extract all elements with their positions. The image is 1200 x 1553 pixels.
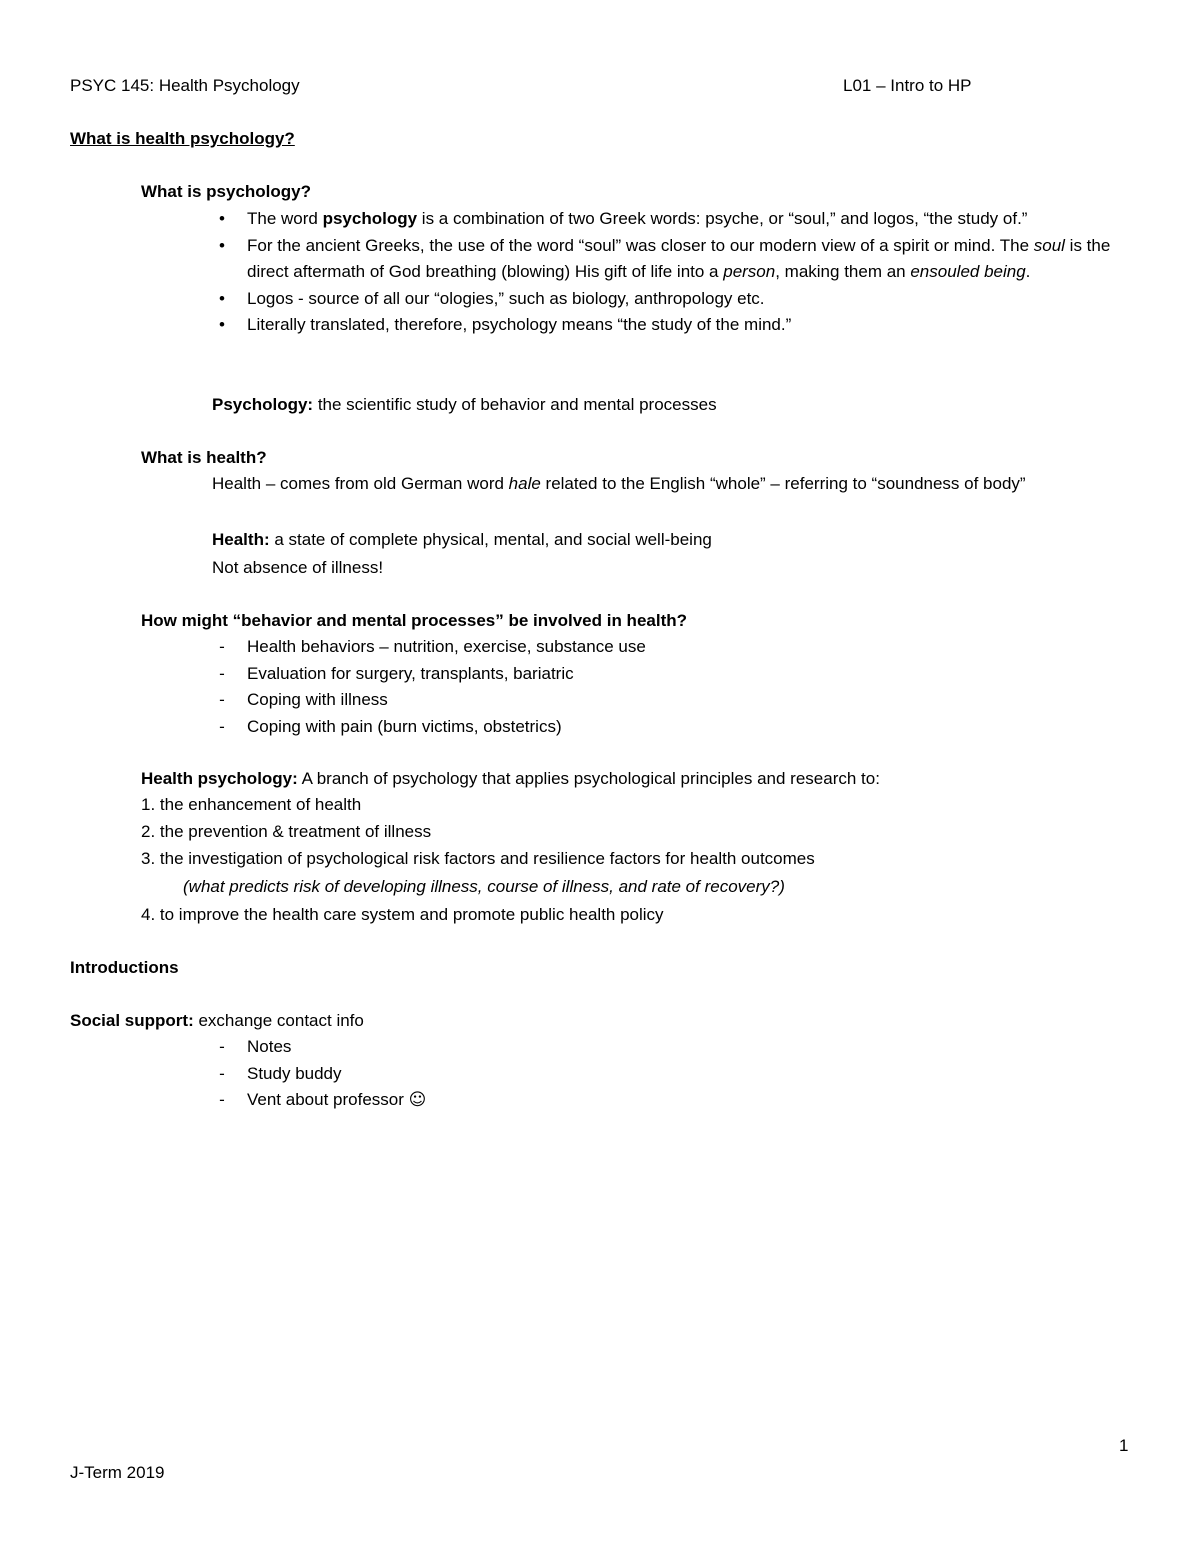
dash-marker: - [219,690,225,709]
psychology-bullet: • Logos - source of all our “ologies,” such as biology, anthropology etc. [212,286,1132,313]
social-support-line [70,1008,364,1035]
introductions-heading: Introductions [70,958,179,977]
dash-marker: - [219,1037,225,1056]
dash-marker: - [219,716,225,736]
health-etymology: Health – comes from old German word hale related to the English “whole” – referring to “soundness of body” [212,474,1026,493]
health-heading: What is health? [141,448,267,467]
header-course: PSYC 145: Health Psychology [70,76,300,95]
social-support-list [212,1034,912,1114]
social-support-text: exchange contact info [193,1011,364,1030]
psychology-bullet-list [212,206,1132,339]
dash-marker: - [219,637,225,656]
hp-item-2: 2. the prevention & treatment of illness [141,822,432,841]
psychology-bullet: • The word psychology is a combination of two Greek words: psyche, or “soul,” and logos, “the study of.” [212,206,1132,233]
page-number: 1 [1119,1436,1129,1455]
behavior-item: - Health behaviors – nutrition, exercise, substance use [212,634,1112,661]
footer-term: J-Term 2019 [70,1463,165,1482]
dash-marker: - [219,663,225,683]
social-support-term: Social support: [70,1011,194,1030]
dash-marker: - [219,1090,225,1109]
bullet-marker: • [219,209,225,228]
hp-definition-term: Health psychology: [141,769,298,788]
hp-item-1: 1. the enhancement of health [141,795,362,814]
psychology-bullet: • For the ancient Greeks, the use of the word “soul” was closer to our modern view of a spirit or mind. The soul is the direct aftermath of God breathing (blowing) His gift of life into a person, making them an ensouled being. [212,233,1132,286]
psychology-definition [212,392,717,419]
behavior-item: - Coping with pain (burn victims, obstetrics) [212,714,1112,741]
behavior-item: - Evaluation for surgery, transplants, bariatric [212,661,1112,688]
dash-marker: - [219,1063,225,1083]
psychology-definition-term: Psychology: [212,395,314,414]
behavior-list [212,634,1112,740]
behavior-item: - Coping with illness [212,687,1112,714]
smiley-icon: ☺ [408,1090,427,1110]
header-lecture: L01 – Intro to HP [843,76,972,95]
bullet-marker: • [219,315,225,334]
psychology-heading: What is psychology? [141,182,312,201]
health-note: Not absence of illness! [212,558,384,577]
hp-item-3: 3. the investigation of psychological risk factors and resilience factors for health outcomes [141,849,815,868]
bullet-marker: • [219,288,225,308]
psychology-bullet: • Literally translated, therefore, psychology means “the study of the mind.” [212,312,1132,339]
hp-item-4: 4. to improve the health care system and promote public health policy [141,905,664,924]
social-support-item: - Notes [212,1034,912,1061]
document-title: What is health psychology? [70,129,295,148]
health-definition-term: Health: [212,530,270,549]
social-support-item: - Study buddy [212,1061,912,1088]
hp-item-3-note: (what predicts risk of developing illness, course of illness, and rate of recovery?) [183,877,785,896]
behavior-heading: How might “behavior and mental processes” be involved in health? [141,611,688,630]
hp-definition-text: A branch of psychology that applies psychological principles and research to: [297,769,880,788]
psychology-definition-text: the scientific study of behavior and mental processes [313,395,717,414]
hp-definition [141,766,880,793]
social-support-item: - Vent about professor ☺ [212,1087,912,1114]
health-definition [212,527,712,554]
bullet-marker: • [219,235,225,255]
health-definition-text: a state of complete physical, mental, and social well-being [269,530,712,549]
